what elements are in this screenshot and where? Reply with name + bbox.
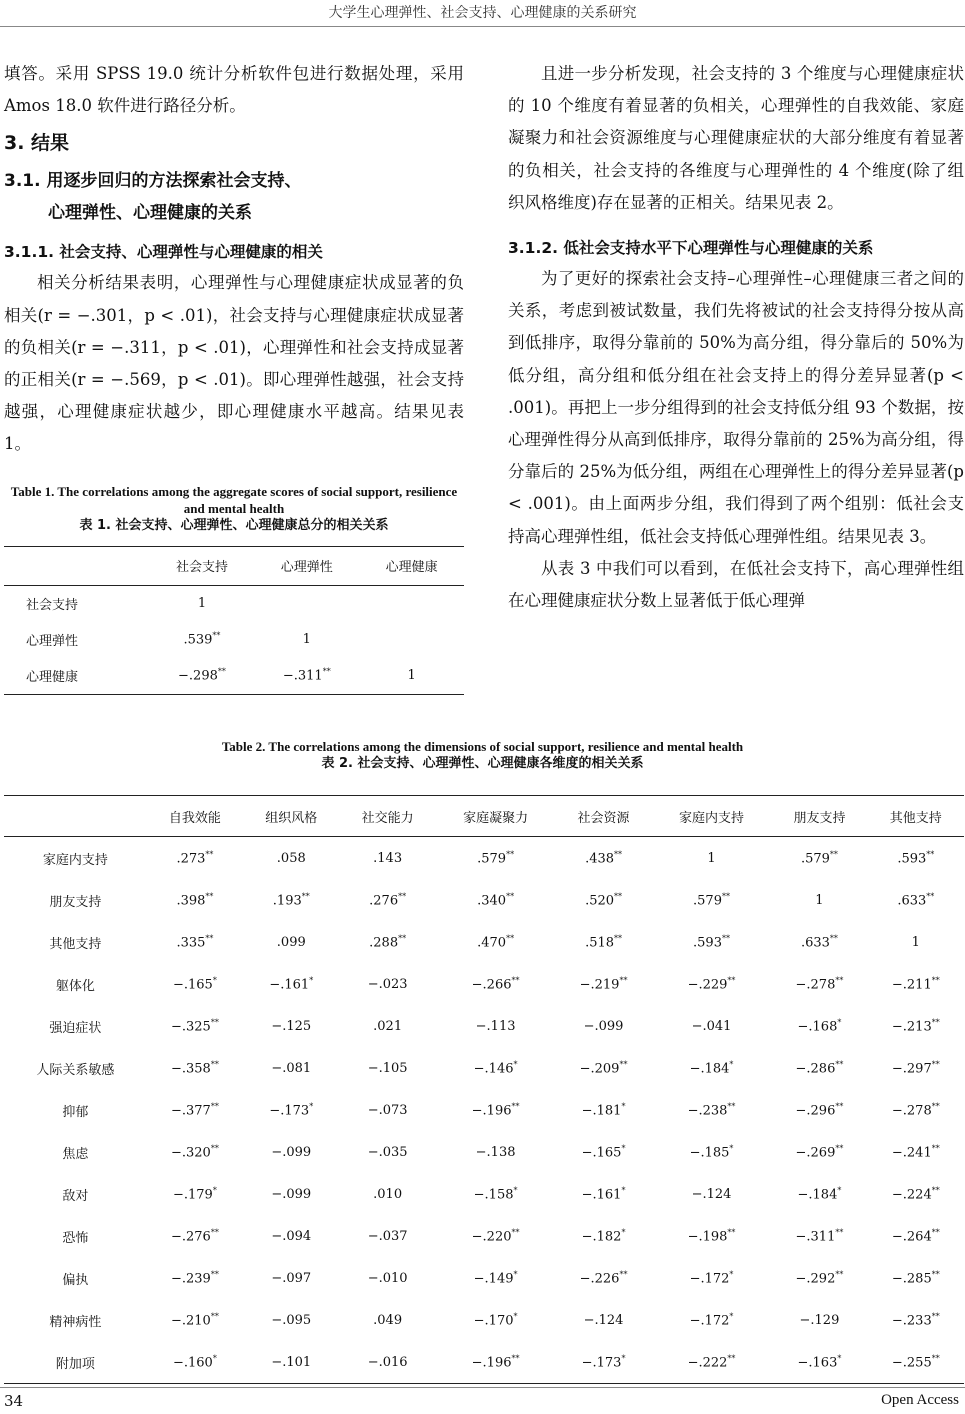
paragraph-correlation: 相关分析结果表明，心理弹性与心理健康症状成显著的负相关(r = −.301，p < .01)，社会支持与心理健康症状成显著的负相关(r = −.311，p < .01)，心理弹性和社会支持成显著的正相关(r = −.569，p < .01)。即心理弹性越强，社会支持越强，心理健康症状越少，即心理健康水平越高。结果见表 1。 [4,273,464,454]
table2-cell: −.037 [367,1228,408,1244]
heading-results: 3. 结果 [4,132,70,155]
table2-cell: .276** [369,891,407,909]
table2-cell: .049 [373,1312,403,1328]
table1-cell: 1 [359,658,464,695]
table-row [4,1173,964,1215]
table2-row-label: 人际关系敏感 [36,1062,115,1078]
table1-header-cell: 社会支持 [150,546,255,585]
table2-cell: −.095 [271,1312,312,1328]
table1-cell: −.311** [254,658,359,695]
table2-cell: −.146* [473,1059,518,1077]
heading-3-1 [4,165,464,229]
table1-row-label: 心理弹性 [26,634,79,650]
table2-row-label: 恐怖 [62,1230,89,1246]
table1-cell: .539** [183,631,221,648]
table2-row-label: 敌对 [62,1188,89,1204]
paragraph-table3: 从表 3 中我们可以看到，在低社会支持下，高心理弹性组在心理健康症状分数上显著低于低心理弹 [508,558,964,611]
table2-cell: −.129 [799,1312,840,1328]
running-header: 大学生心理弹性、社会支持、心理健康的关系研究 [328,5,637,21]
table-row [4,963,964,1005]
table2-cell: −.226** [579,1269,628,1287]
table2-cell: −.113 [475,1018,516,1034]
table2-cell: −.264** [891,1227,940,1245]
table-row [4,622,464,658]
table2-cell: −.081 [271,1060,312,1076]
table2-cell: .193** [272,891,310,909]
table-row [4,837,964,880]
table2-cell: −.041 [691,1018,732,1034]
table2-caption [0,738,965,772]
table2-cell: .518** [585,933,623,951]
table1-cell: 1 [197,596,207,612]
table-row [4,1131,964,1173]
table2-header-cell: 其他支持 [868,796,964,837]
table2-header-cell: 组织风格 [243,796,339,837]
table2-cell: −.149* [473,1269,518,1287]
table2-cell: −.285** [891,1269,940,1287]
table2-cell: .288** [369,933,407,951]
table2-cell: −.184* [689,1059,734,1077]
table1-header-cell: 心理弹性 [254,546,359,585]
table2-cell: −.296** [795,1101,844,1119]
table2 [4,795,964,1384]
table1 [4,546,464,695]
heading-3-1-line1: 3.1. 用逐步回归的方法探索社会支持、 [4,171,302,192]
left-column [4,58,464,695]
table2-cell: −.219** [579,975,628,993]
table2-cell: −.269** [795,1143,844,1161]
table2-cell: −.224** [891,1185,940,1203]
table-row [4,1257,964,1299]
table1-row-label: 社会支持 [26,598,79,614]
table2-header-cell: 家庭内支持 [652,796,772,837]
table1-caption [4,483,464,534]
table2-cell: 1 [815,892,824,908]
table2-caption-en: Table 2. The correlations among the dimensions of social support, resilience and mental health [221,739,744,754]
table2-row-label: 焦虑 [62,1146,89,1162]
table2-cell: −.165* [172,975,217,993]
table-row [4,1047,964,1089]
table2-header-cell: 社会资源 [555,796,651,837]
table1-header-cell [4,546,150,585]
table2-row-label: 精神病性 [49,1314,102,1330]
table1-header-cell: 心理健康 [359,546,464,585]
table2-cell: 1 [707,850,716,866]
table1-caption-zh: 表 1. 社会支持、心理弹性、心理健康总分的相关关系 [79,517,389,533]
table2-cell: −.229** [687,975,736,993]
table2-row-label: 家庭内支持 [42,852,108,868]
table2-cell: −.173* [269,1101,314,1119]
table2-cell: −.099 [271,1186,312,1202]
table2-cell: −.094 [271,1228,312,1244]
page-number: 34 [4,1392,24,1410]
table2-cell: −.105 [367,1060,408,1076]
table1-cell: 1 [302,632,311,648]
table2-cell: −.161* [581,1185,626,1203]
table2-cell: −.099 [583,1018,624,1034]
table2-cell: −.138 [475,1144,516,1160]
table2-cell: −.172* [689,1311,734,1329]
table-row [4,1341,964,1384]
table2-cell: −.213** [891,1017,940,1035]
table2-cell: −.325** [170,1017,219,1035]
table2-cell: −.124 [691,1186,732,1202]
table2-cell: −.158* [473,1185,518,1203]
table2-cell: 1 [911,934,920,950]
table2-cell: .058 [276,850,306,866]
paragraph-intro: 填答。采用 SPSS 19.0 统计分析软件包进行数据处理，采用 Amos 18.0 软件进行路径分析。 [4,64,464,116]
table2-cell: −.377** [170,1101,219,1119]
table1-row-label: 心理健康 [4,658,150,695]
table2-cell: .579** [800,849,838,867]
table2-cell: −.241** [891,1143,940,1161]
table2-cell: .099 [276,934,306,950]
header-rule [0,26,965,27]
table2-row-label: 躯体化 [55,978,95,994]
table1-cell: −.298** [150,658,255,695]
table2-cell: −.238** [687,1101,736,1119]
table2-row-label: 强迫症状 [49,1020,102,1036]
table2-cell: −.184* [797,1185,842,1203]
table2-cell: −.210** [170,1311,219,1329]
table2-cell: −.222** [652,1341,772,1384]
table2-cell: .335** [176,933,214,951]
table2-cell: −.182* [581,1227,626,1245]
table-row [4,1299,964,1341]
table2-cell: −.010 [367,1270,408,1286]
table-row [4,1215,964,1257]
table2-row-label: 偏执 [62,1272,89,1288]
journal-name: Open Access [881,1392,959,1408]
heading-3-1-line2: 心理弹性、心理健康的关系 [48,203,252,224]
table2-cell: −.239** [170,1269,219,1287]
table2-cell: −.035 [367,1144,408,1160]
table1-caption-en: Table 1. The correlations among the aggregate scores of social support, resilience and mental health [10,483,458,516]
table2-cell: −.016 [339,1341,435,1384]
table2-cell: −.198** [687,1227,736,1245]
table2-cell: −.170* [473,1311,518,1329]
table1-cell [359,585,464,622]
table2-cell: −.101 [243,1341,339,1384]
table2-cell: −.023 [367,976,408,992]
footer-rule [0,1387,965,1388]
table2-cell: .438** [585,849,623,867]
table2-cell: .010 [373,1186,403,1202]
table2-cell: −.125 [271,1018,312,1034]
table2-cell: .398** [176,891,214,909]
heading-3-1-1: 3.1.1. 社会支持、心理弹性与心理健康的相关 [4,243,323,262]
table2-cell: −.097 [271,1270,312,1286]
table2-cell: −.196** [471,1101,520,1119]
table2-cell: −.209** [579,1059,628,1077]
table2-cell: −.266** [471,975,520,993]
table2-cell: −.358** [170,1059,219,1077]
table1-cell [359,622,464,658]
table2-cell: .633** [897,891,935,909]
table-row [4,879,964,921]
table2-cell: −.173* [555,1341,651,1384]
table-row [4,1005,964,1047]
table2-cell: −.292** [795,1269,844,1287]
table2-cell: −.278** [795,975,844,993]
table2-cell: −.233** [891,1311,940,1329]
table2-cell: −.220** [471,1227,520,1245]
paragraph-further-analysis: 且进一步分析发现，社会支持的 3 个维度与心理健康症状的 10 个维度有着显著的负相关，心理弹性的自我效能、家庭凝聚力和社会资源维度与心理健康症状的大部分维度有着显著的负相关，社会支持的各维度与心理弹性的 4 个维度(除了组织风格维度)存在显著的正相关。结果见表 2。 [508,64,964,212]
table2-cell: −.320** [170,1143,219,1161]
table2-header-cell: 家庭凝聚力 [436,796,556,837]
table2-cell: .470** [477,933,515,951]
table2-cell: −.196** [436,1341,556,1384]
table-row [4,921,964,963]
table2-cell: .633** [800,933,838,951]
table2-row-label: 附加项 [4,1341,147,1384]
table2-cell: .593** [897,849,935,867]
table2-cell: −.124 [583,1312,624,1328]
table2-cell: −.255** [868,1341,964,1384]
table2-cell: −.163* [771,1341,867,1384]
table2-cell: .520** [585,891,623,909]
table1-cell [254,585,359,622]
table2-cell: −.311** [795,1227,844,1245]
heading-3-1-2: 3.1.2. 低社会支持水平下心理弹性与心理健康的关系 [508,239,874,258]
table-row [4,1089,964,1131]
table2-cell: −.297** [891,1059,940,1077]
table2-header-cell: 社交能力 [339,796,435,837]
table2-cell: −.161* [269,975,314,993]
table2-cell: −.168* [797,1017,842,1035]
table2-caption-zh: 表 2. 社会支持、心理弹性、心理健康各维度的相关关系 [321,756,644,771]
table2-header-cell [4,796,147,837]
table2-cell: −.073 [367,1102,408,1118]
table2-cell: −.181* [581,1101,626,1119]
table2-cell: .021 [373,1018,403,1034]
table2-cell: −.185* [689,1143,734,1161]
table2-cell: −.179* [172,1185,217,1203]
table2-cell: −.211** [891,975,940,993]
table2-row-label: 其他支持 [49,936,102,952]
table2-cell: −.172* [689,1269,734,1287]
right-column [508,58,964,617]
table2-header-cell: 朋友支持 [771,796,867,837]
table2-row-label: 抑郁 [62,1104,89,1120]
table2-cell: .579** [477,849,515,867]
table2-cell: −.276** [170,1227,219,1245]
paragraph-grouping: 为了更好的探索社会支持–心理弹性–心理健康三者之间的关系，考虑到被试数量，我们先将被试的社会支持得分按从高到低排序，取得分靠前的 50%为高分组，得分靠后的 50%为低分组，高分组和低分组在社会支持上的得分差异显著(p < .001)。再把上一步分组得到的社会支持低分组 93 个数据，按心理弹性得分从高到低排序，取得分靠前的 25%为高分组，得分靠后的 25%为低分组，两组在心理弹性上的得分差异显著(p < .001)。由上面两步分组，我们得到了两个组别：低社会支持高心理弹性组，低社会支持低心理弹性组。结果见表 3。 [508,269,964,546]
table2-cell: −.165* [581,1143,626,1161]
table-row [4,658,464,695]
table2-cell: .340** [477,891,515,909]
table2-row-label: 朋友支持 [49,894,102,910]
table2-cell: −.099 [271,1144,312,1160]
table2-header-cell: 自我效能 [147,796,243,837]
table2-cell: .143 [373,850,403,866]
table2-cell: .593** [693,933,730,951]
table2-cell: −.278** [891,1101,940,1119]
table2-cell: .273** [176,849,214,867]
table2-cell: .579** [693,891,730,909]
table2-cell: −.160* [147,1341,243,1384]
table-row [4,585,464,622]
table2-cell: −.286** [795,1059,844,1077]
